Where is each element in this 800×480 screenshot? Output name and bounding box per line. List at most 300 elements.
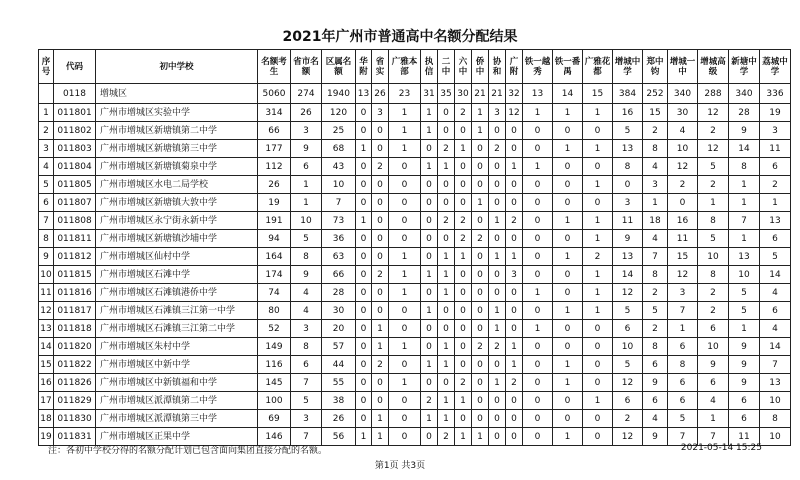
- table-cell: 0: [472, 302, 489, 320]
- table-cell: 0: [438, 374, 455, 392]
- table-cell: 2: [372, 158, 389, 176]
- table-cell: 9: [643, 374, 668, 392]
- table-cell: 18: [643, 212, 668, 230]
- table-cell: 0: [455, 320, 472, 338]
- table-cell: 011829: [54, 392, 96, 410]
- column-header: 初中学校: [96, 50, 258, 84]
- table-cell: 3: [643, 176, 668, 194]
- table-cell: 1: [729, 194, 760, 212]
- school-name-cell: 广州市增城区新塘镇第二中学: [96, 122, 258, 140]
- table-cell: 19: [39, 428, 54, 446]
- table-cell: 1: [472, 194, 489, 212]
- table-cell: 0: [506, 410, 523, 428]
- table-cell: 4: [643, 230, 668, 248]
- table-cell: 0: [523, 356, 553, 374]
- column-header: 协和: [489, 50, 506, 84]
- table-cell: 5: [729, 302, 760, 320]
- table-cell: 011816: [54, 284, 96, 302]
- table-cell: 2: [455, 104, 472, 122]
- table-cell: 0: [421, 320, 438, 338]
- table-cell: 0: [389, 194, 421, 212]
- table-cell: 1: [489, 302, 506, 320]
- table-cell: 11: [39, 284, 54, 302]
- table-cell: 13: [760, 374, 791, 392]
- table-cell: 0: [356, 374, 372, 392]
- table-cell: 6: [729, 410, 760, 428]
- table-cell: 55: [322, 374, 356, 392]
- table-cell: 66: [322, 266, 356, 284]
- column-header: 六中: [455, 50, 472, 84]
- table-cell: 1: [729, 230, 760, 248]
- table-cell: 9: [729, 338, 760, 356]
- table-cell: 2: [39, 122, 54, 140]
- table-cell: 1: [291, 176, 322, 194]
- table-cell: 1: [506, 338, 523, 356]
- table-cell: 1: [389, 122, 421, 140]
- table-cell: 7: [698, 428, 729, 446]
- table-cell: 0: [455, 122, 472, 140]
- table-cell: 4: [760, 284, 791, 302]
- table-cell: 12: [698, 140, 729, 158]
- table-cell: 011826: [54, 374, 96, 392]
- table-cell: 1: [668, 320, 698, 338]
- table-cell: 1: [389, 374, 421, 392]
- table-cell: 1: [523, 320, 553, 338]
- table-cell: 1: [356, 140, 372, 158]
- table-cell: 2: [506, 374, 523, 392]
- table-cell: 5: [698, 158, 729, 176]
- table-cell: 2: [372, 356, 389, 374]
- table-cell: 0: [421, 428, 438, 446]
- column-header: 省实: [372, 50, 389, 84]
- table-cell: 2: [760, 176, 791, 194]
- table-cell: 9: [643, 428, 668, 446]
- table-cell: 0: [472, 374, 489, 392]
- table-cell: 0: [455, 338, 472, 356]
- table-cell: 1: [643, 194, 668, 212]
- table-cell: 1: [583, 230, 613, 248]
- table-cell: 4: [39, 158, 54, 176]
- table-cell: 1: [421, 410, 438, 428]
- table-cell: 6: [698, 374, 729, 392]
- table-cell: 0: [356, 338, 372, 356]
- table-cell: 1: [583, 104, 613, 122]
- table-cell: 3: [613, 194, 643, 212]
- table-cell: 0: [455, 194, 472, 212]
- table-cell: 1940: [322, 84, 356, 104]
- table-cell: 288: [698, 84, 729, 104]
- school-name-cell: 广州市增城区朱村中学: [96, 338, 258, 356]
- table-cell: 1: [583, 266, 613, 284]
- table-cell: 1: [523, 158, 553, 176]
- table-cell: 2: [489, 338, 506, 356]
- table-cell: 0: [506, 302, 523, 320]
- school-name-cell: 广州市增城区新塘镇大敦中学: [96, 194, 258, 212]
- table-cell: 011817: [54, 302, 96, 320]
- table-cell: 0: [389, 302, 421, 320]
- table-cell: 2: [455, 230, 472, 248]
- table-cell: 5: [760, 248, 791, 266]
- footnote: 注：各初中学校分得的名额分配计划已包含面向集团直接分配的名额。: [48, 446, 328, 456]
- table-cell: 2: [472, 338, 489, 356]
- table-cell: 1: [553, 248, 583, 266]
- table-cell: 0: [523, 248, 553, 266]
- table-cell: 0: [506, 194, 523, 212]
- table-cell: 68: [322, 140, 356, 158]
- table-cell: 2: [643, 320, 668, 338]
- table-cell: 6: [698, 320, 729, 338]
- table-cell: 0: [389, 212, 421, 230]
- table-cell: 1: [421, 158, 438, 176]
- table-cell: 4: [291, 284, 322, 302]
- table-cell: 149: [258, 338, 291, 356]
- table-cell: 0: [506, 140, 523, 158]
- table-cell: 011831: [54, 428, 96, 446]
- table-cell: 9: [613, 230, 643, 248]
- table-cell: 30: [668, 104, 698, 122]
- table-cell: 2: [372, 266, 389, 284]
- table-cell: 8: [291, 248, 322, 266]
- table-cell: 0: [389, 428, 421, 446]
- column-header: 侨中: [472, 50, 489, 84]
- table-cell: 1: [372, 338, 389, 356]
- table-cell: 174: [258, 266, 291, 284]
- table-cell: 21: [472, 84, 489, 104]
- table-cell: 1: [729, 176, 760, 194]
- table-cell: 0: [389, 176, 421, 194]
- table-cell: 0: [472, 140, 489, 158]
- school-name-cell: 广州市增城区水电二局学校: [96, 176, 258, 194]
- table-cell: 80: [258, 302, 291, 320]
- table-cell: 3: [291, 320, 322, 338]
- table-cell: 0: [372, 374, 389, 392]
- table-cell: 15: [643, 104, 668, 122]
- table-cell: 100: [258, 392, 291, 410]
- table-cell: 1: [698, 410, 729, 428]
- table-cell: 0: [506, 284, 523, 302]
- table-cell: 5: [613, 356, 643, 374]
- table-cell: 1: [438, 338, 455, 356]
- table-cell: 1: [553, 302, 583, 320]
- school-name-cell: 广州市增城区派潭镇第三中学: [96, 410, 258, 428]
- table-cell: 0: [523, 194, 553, 212]
- table-cell: 0: [583, 320, 613, 338]
- table-cell: 12: [39, 302, 54, 320]
- table-cell: 28: [729, 104, 760, 122]
- table-cell: 13: [39, 320, 54, 338]
- table-cell: 0: [472, 320, 489, 338]
- table-cell: 1: [553, 212, 583, 230]
- school-name-cell: 广州市增城区新塘镇第三中学: [96, 140, 258, 158]
- school-name-cell: 增城区: [96, 84, 258, 104]
- table-cell: 0: [438, 176, 455, 194]
- table-cell: 0: [489, 230, 506, 248]
- table-cell: 74: [258, 284, 291, 302]
- table-cell: 1: [438, 284, 455, 302]
- table-cell: 15: [668, 248, 698, 266]
- table-cell: 0: [356, 392, 372, 410]
- table-cell: 23: [389, 84, 421, 104]
- table-cell: 145: [258, 374, 291, 392]
- table-cell: 11: [760, 140, 791, 158]
- table-cell: 8: [643, 140, 668, 158]
- table-cell: 5: [729, 284, 760, 302]
- table-cell: 8: [760, 410, 791, 428]
- table-cell: 13: [729, 248, 760, 266]
- table-cell: 8: [698, 212, 729, 230]
- table-cell: 3: [291, 122, 322, 140]
- table-cell: 10: [613, 338, 643, 356]
- table-row: [39, 410, 791, 428]
- table-cell: 0: [421, 176, 438, 194]
- table-cell: 0: [372, 212, 389, 230]
- table-cell: 0: [389, 356, 421, 374]
- table-cell: 0: [506, 176, 523, 194]
- table-cell: 7: [39, 212, 54, 230]
- table-cell: 31: [421, 84, 438, 104]
- table-cell: 011815: [54, 266, 96, 284]
- table-cell: 0: [553, 338, 583, 356]
- table-cell: 1: [472, 104, 489, 122]
- table-cell: 1: [583, 176, 613, 194]
- table-cell: 0: [583, 356, 613, 374]
- table-cell: 1: [583, 302, 613, 320]
- table-cell: 0: [613, 176, 643, 194]
- table-cell: 6: [643, 356, 668, 374]
- table-cell: 1: [523, 284, 553, 302]
- table-cell: 0: [356, 122, 372, 140]
- table-cell: 4: [643, 410, 668, 428]
- table-cell: 1: [389, 104, 421, 122]
- table-cell: 1: [472, 122, 489, 140]
- table-cell: 1: [553, 356, 583, 374]
- table-cell: 0: [583, 194, 613, 212]
- table-cell: 1: [438, 392, 455, 410]
- table-cell: 2: [438, 140, 455, 158]
- table-row: [39, 140, 791, 158]
- table-cell: 1: [438, 248, 455, 266]
- table-cell: 0: [372, 248, 389, 266]
- table-cell: 0: [553, 122, 583, 140]
- table-cell: 0: [523, 392, 553, 410]
- table-cell: 10: [729, 266, 760, 284]
- table-cell: 0: [421, 284, 438, 302]
- table-cell: 6: [668, 374, 698, 392]
- table-cell: 0: [523, 410, 553, 428]
- table-cell: 011820: [54, 338, 96, 356]
- table-row: [39, 230, 791, 248]
- table-cell: 0: [455, 266, 472, 284]
- table-cell: 0: [356, 158, 372, 176]
- table-cell: 3: [506, 266, 523, 284]
- table-cell: 0: [506, 392, 523, 410]
- table-cell: 12: [613, 374, 643, 392]
- table-cell: 0: [553, 158, 583, 176]
- table-cell: 177: [258, 140, 291, 158]
- table-cell: 0: [356, 302, 372, 320]
- table-cell: 0: [356, 320, 372, 338]
- table-cell: 4: [643, 158, 668, 176]
- table-cell: 1: [389, 140, 421, 158]
- column-header: 区属名额: [322, 50, 356, 84]
- table-cell: 2: [438, 428, 455, 446]
- table-cell: 120: [322, 104, 356, 122]
- table-cell: 1: [438, 410, 455, 428]
- table-cell: 7: [668, 302, 698, 320]
- table-cell: 69: [258, 410, 291, 428]
- table-cell: 2: [438, 212, 455, 230]
- school-name-cell: 广州市增城区新塘镇菊泉中学: [96, 158, 258, 176]
- table-cell: 6: [613, 320, 643, 338]
- table-cell: 0: [523, 176, 553, 194]
- table-cell: 1: [583, 140, 613, 158]
- table-cell: 0: [553, 176, 583, 194]
- column-header: 执信: [421, 50, 438, 84]
- table-cell: 0118: [54, 84, 96, 104]
- table-cell: 0: [372, 194, 389, 212]
- table-cell: 1: [389, 284, 421, 302]
- table-cell: 0: [356, 284, 372, 302]
- table-cell: 0: [372, 302, 389, 320]
- table-cell: 15: [39, 356, 54, 374]
- table-cell: 0: [489, 392, 506, 410]
- table-cell: 0: [523, 266, 553, 284]
- table-cell: 1: [583, 212, 613, 230]
- column-header: 新塘中学: [729, 50, 760, 84]
- table-cell: 336: [760, 84, 791, 104]
- table-cell: 0: [438, 122, 455, 140]
- table-cell: 0: [455, 176, 472, 194]
- table-cell: 13: [523, 84, 553, 104]
- table-cell: 35: [438, 84, 455, 104]
- table-cell: 0: [438, 104, 455, 122]
- table-cell: 0: [583, 428, 613, 446]
- table-cell: 0: [389, 392, 421, 410]
- table-cell: 0: [553, 266, 583, 284]
- table-row: [39, 392, 791, 410]
- table-cell: 14: [39, 338, 54, 356]
- table-cell: 1: [760, 194, 791, 212]
- table-row: [39, 158, 791, 176]
- table-cell: 4: [698, 392, 729, 410]
- table-cell: 011830: [54, 410, 96, 428]
- table-cell: 3: [39, 140, 54, 158]
- table-cell: 14: [760, 338, 791, 356]
- table-cell: 10: [322, 176, 356, 194]
- table-cell: 0: [553, 194, 583, 212]
- table-cell: 116: [258, 356, 291, 374]
- table-cell: 0: [356, 266, 372, 284]
- table-cell: 2: [643, 122, 668, 140]
- table-cell: 7: [668, 428, 698, 446]
- table-cell: 10: [698, 338, 729, 356]
- table-cell: 12: [613, 284, 643, 302]
- table-cell: 0: [372, 176, 389, 194]
- column-header: 增城中学: [613, 50, 643, 84]
- table-cell: [39, 84, 54, 104]
- table-cell: 15: [583, 84, 613, 104]
- table-cell: 5: [668, 410, 698, 428]
- table-cell: 0: [523, 212, 553, 230]
- table-cell: 1: [291, 194, 322, 212]
- table-cell: 16: [613, 104, 643, 122]
- table-cell: 0: [506, 230, 523, 248]
- table-cell: 32: [506, 84, 523, 104]
- table-cell: 4: [291, 302, 322, 320]
- table-cell: 9: [729, 374, 760, 392]
- table-cell: 1: [421, 266, 438, 284]
- table-cell: 10: [668, 140, 698, 158]
- table-cell: 0: [472, 158, 489, 176]
- table-cell: 0: [356, 230, 372, 248]
- table-cell: 0: [489, 194, 506, 212]
- table-cell: 0: [489, 158, 506, 176]
- table-cell: 5: [643, 302, 668, 320]
- table-cell: 13: [760, 212, 791, 230]
- table-cell: 0: [489, 410, 506, 428]
- table-cell: 0: [553, 284, 583, 302]
- table-cell: 274: [291, 84, 322, 104]
- table-cell: 0: [553, 410, 583, 428]
- table-cell: 0: [523, 374, 553, 392]
- table-cell: 18: [39, 410, 54, 428]
- table-cell: 6: [643, 392, 668, 410]
- column-header: 广附: [506, 50, 523, 84]
- table-cell: 5060: [258, 84, 291, 104]
- table-cell: 1: [489, 212, 506, 230]
- table-cell: 1: [438, 266, 455, 284]
- table-cell: 0: [389, 410, 421, 428]
- column-header: 广雅花都: [583, 50, 613, 84]
- table-cell: 9: [729, 122, 760, 140]
- table-cell: 1: [553, 104, 583, 122]
- table-cell: 1: [372, 410, 389, 428]
- table-cell: 13: [613, 248, 643, 266]
- school-name-cell: 广州市增城区永宁街永新中学: [96, 212, 258, 230]
- table-cell: 0: [506, 122, 523, 140]
- table-cell: 1: [583, 284, 613, 302]
- table-cell: 011808: [54, 212, 96, 230]
- table-cell: 2: [455, 212, 472, 230]
- table-cell: 6: [668, 338, 698, 356]
- school-name-cell: 广州市增城区中新镇福和中学: [96, 374, 258, 392]
- table-cell: 5: [291, 230, 322, 248]
- table-cell: 1: [455, 428, 472, 446]
- table-cell: 21: [489, 84, 506, 104]
- table-cell: 2: [643, 284, 668, 302]
- table-row: [39, 212, 791, 230]
- table-cell: 1: [729, 320, 760, 338]
- table-cell: 2: [668, 176, 698, 194]
- table-cell: 0: [472, 248, 489, 266]
- table-cell: 0: [553, 320, 583, 338]
- table-cell: 011807: [54, 194, 96, 212]
- table-cell: 0: [421, 140, 438, 158]
- table-cell: 26: [291, 104, 322, 122]
- table-cell: 3: [760, 122, 791, 140]
- table-cell: 0: [523, 122, 553, 140]
- table-cell: 1: [553, 428, 583, 446]
- table-cell: 0: [489, 266, 506, 284]
- table-cell: 0: [438, 302, 455, 320]
- table-cell: 0: [356, 356, 372, 374]
- table-cell: 011805: [54, 176, 96, 194]
- table-cell: 0: [372, 122, 389, 140]
- table-cell: 6: [39, 194, 54, 212]
- column-header: 铁一番禺: [553, 50, 583, 84]
- table-cell: 1: [698, 194, 729, 212]
- table-cell: 13: [613, 140, 643, 158]
